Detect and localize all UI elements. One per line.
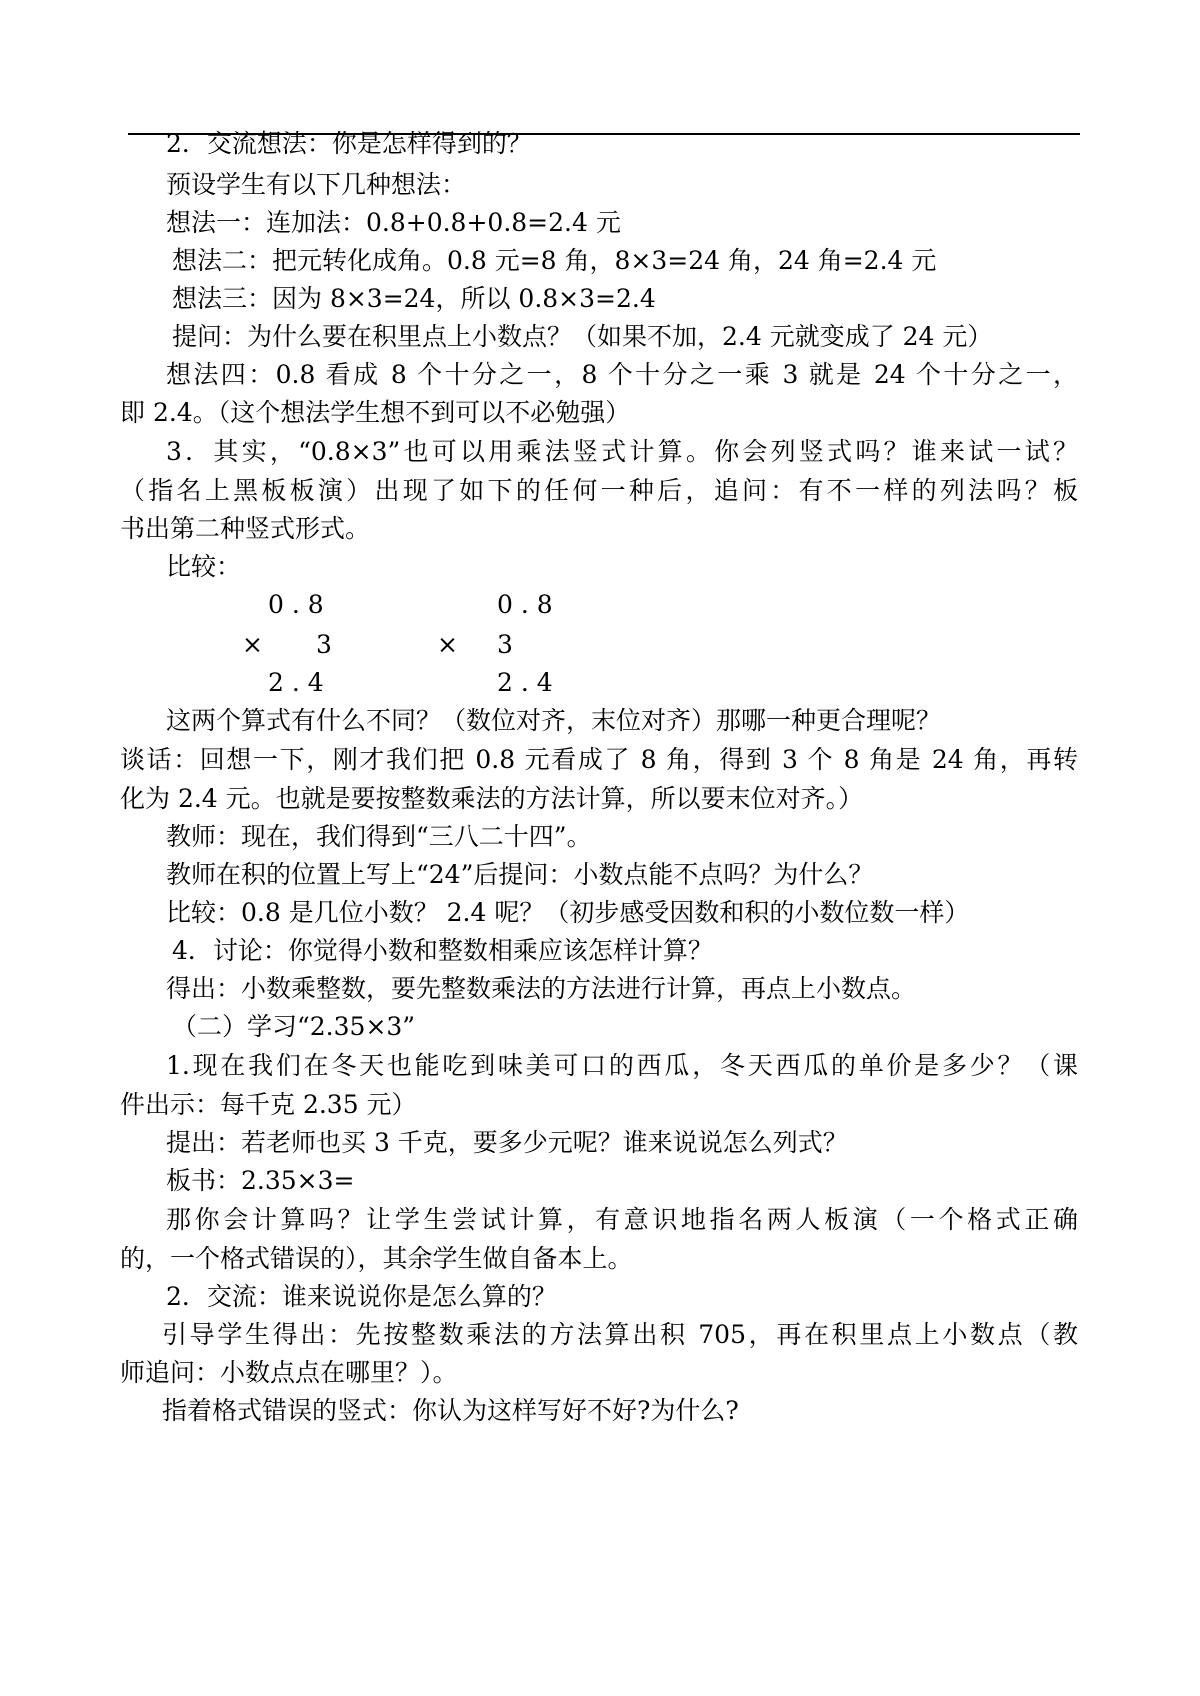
text-line: 2．交流想法：你是怎样得到的？ [166, 129, 532, 158]
calc-right-bottom: 2 . 4 [497, 668, 553, 697]
text-line: 想法一：连加法：0.8+0.8+0.8=2.4 元 [166, 208, 621, 237]
text-line: 教师：现在，我们得到“三八二十四”。 [166, 822, 592, 851]
text-line: 得出：小数乘整数，要先整数乘法的方法进行计算，再点上小数点。 [166, 974, 917, 1003]
calc-left-bottom: 2 . 4 [268, 668, 324, 697]
text-line: 2．交流：谁来说说你是怎么算的？ [166, 1282, 557, 1311]
text-line: 件出示：每千克 2.35 元） [120, 1090, 417, 1119]
text-line: 比较：0.8 是几位小数？ 2.4 呢？（初步感受因数和积的小数位数一样） [166, 898, 970, 927]
calc-right-top: 0 . 8 [497, 590, 553, 619]
calc-left-op: × [242, 630, 263, 659]
text-line: 提出：若老师也买 3 千克，要多少元呢？谁来说说怎么列式？ [166, 1128, 848, 1157]
text-line: 谈话：回想一下，刚才我们把 0.8 元看成了 8 角，得到 3 个 8 角是 24 角，再转 [120, 745, 1078, 774]
text-line: 书出第二种竖式形式。 [120, 514, 371, 543]
text-line: 想法三：因为 8×3=24，所以 0.8×3=2.4 [172, 284, 656, 313]
text-line: 1.现在我们在冬天也能吃到味美可口的西瓜，冬天西瓜的单价是多少？（课 [166, 1051, 1078, 1080]
text-line: 化为 2.4 元。也就是要按整数乘法的方法计算，所以要末位对齐。） [120, 784, 864, 813]
text-line: 想法二：把元转化成角。0.8 元=8 角，8×3=24 角，24 角=2.4 元 [172, 246, 937, 275]
text-line: 指着格式错误的竖式：你认为这样写好不好?为什么? [162, 1396, 739, 1425]
calc-right-mid: 3 [497, 630, 513, 659]
text-line: 4．讨论：你觉得小数和整数相乘应该怎样计算？ [172, 936, 713, 965]
text-line: （指名上黑板板演）出现了如下的任何一种后，追问：有不一样的列法吗？板 [120, 476, 1078, 505]
text-line: 引导学生得出：先按整数乘法的方法算出积 705，再在积里点上小数点（教 [162, 1320, 1078, 1349]
text-line: （二）学习“2.35×3” [172, 1012, 416, 1041]
calc-left-top: 0 . 8 [268, 590, 324, 619]
calc-left-mid: 3 [316, 630, 332, 659]
text-line: 比较： [166, 552, 242, 581]
text-line: 提问：为什么要在积里点上小数点？（如果不加，2.4 元就变成了 24 元） [172, 322, 993, 351]
text-line: 3．其实，“0.8×3”也可以用乘法竖式计算。你会列竖式吗？谁来试一试？ [166, 437, 1078, 466]
text-line: 的，一个格式错误的），其余学生做自备本上。 [120, 1244, 633, 1273]
text-line: 那你会计算吗？让学生尝试计算，有意识地指名两人板演（一个格式正确 [166, 1205, 1078, 1234]
text-line: 师追问：小数点点在哪里？）。 [120, 1358, 458, 1387]
calc-right-op: × [437, 630, 458, 659]
text-line: 这两个算式有什么不同？（数位对齐，末位对齐）那哪一种更合理呢？ [166, 706, 942, 735]
text-line: 即 2.4。（这个想法学生想不到可以不必勉强） [120, 398, 631, 427]
text-line: 想法四：0.8 看成 8 个十分之一，8 个十分之一乘 3 就是 24 个十分之一， [166, 360, 1078, 389]
text-line: 预设学生有以下几种想法： [166, 170, 467, 199]
text-line: 教师在积的位置上写上“24”后提问：小数点能不点吗？为什么？ [166, 860, 874, 889]
text-line: 板书：2.35×3= [166, 1166, 355, 1195]
